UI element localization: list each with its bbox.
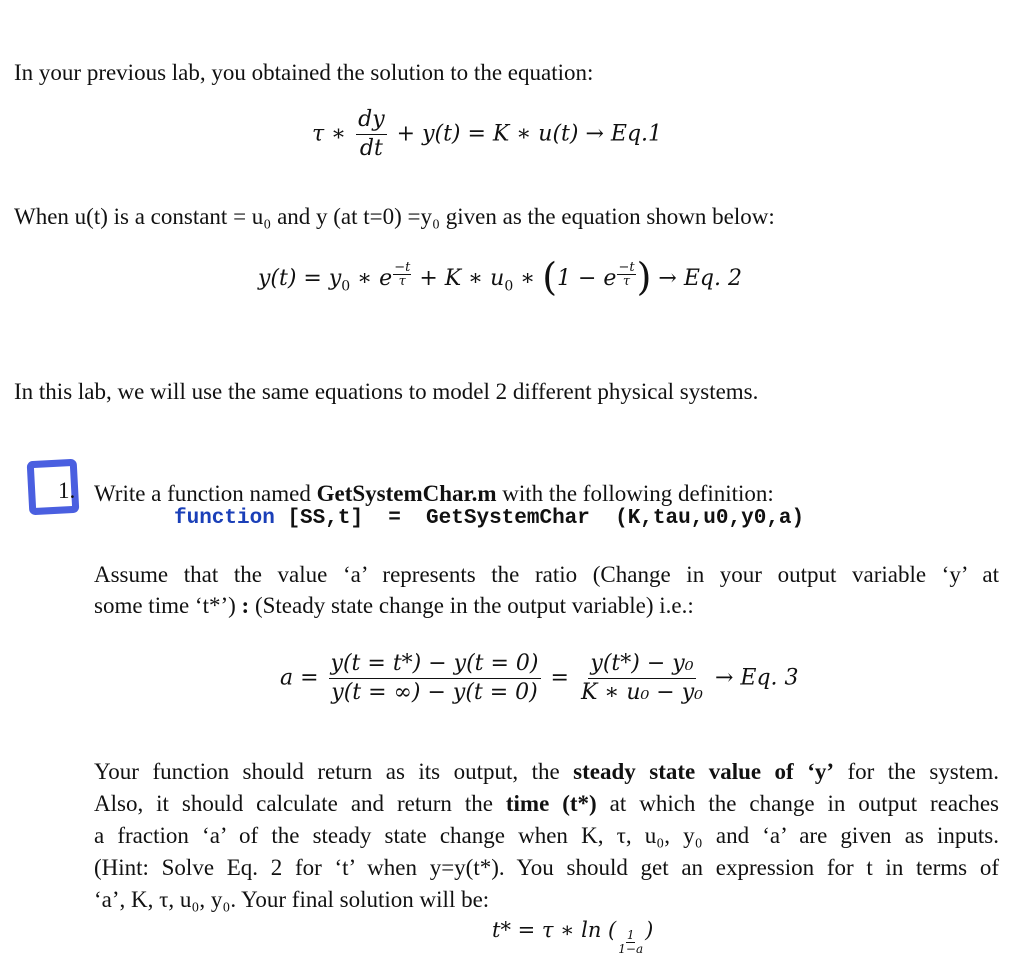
eq2-one-minus: 1 − e bbox=[557, 266, 617, 291]
output-l2-b: at which the change in output reaches bbox=[596, 791, 999, 816]
final-equation bbox=[492, 918, 653, 956]
models-text: In this lab, we will use the same equations to model 2 different physical systems. bbox=[14, 379, 759, 404]
eq3-num1: y(t = t*) − y(t = 0) bbox=[329, 650, 541, 679]
output-l1-b: for the system. bbox=[834, 759, 999, 784]
eq2-exponent-2 bbox=[617, 261, 635, 288]
final-den: 1−a bbox=[618, 942, 644, 956]
final-fraction bbox=[617, 929, 644, 956]
eq1-tau: τ ∗ bbox=[312, 121, 347, 147]
code-keyword: function bbox=[174, 507, 275, 530]
assume-colon: : bbox=[241, 593, 250, 618]
eq2-paren-open: ( bbox=[542, 255, 558, 299]
assume-line-2 bbox=[94, 590, 694, 622]
task-line-prefix: Write a function named bbox=[94, 481, 317, 506]
eq2-exp-minus-2: − bbox=[618, 260, 630, 275]
eq2-exp-num-2: t bbox=[629, 260, 635, 275]
output-l2-a: Also, it should calculate and return the bbox=[94, 791, 506, 816]
assume-line-2b: (Steady state change in the output variable) i.e.: bbox=[249, 593, 694, 618]
eq3-num2: y(t*) − y₀ bbox=[588, 650, 695, 679]
output-line-3: a fraction ‘a’ of the steady state change when K, τ, u₀, y₀ and ‘a’ are given as inputs. bbox=[94, 823, 999, 848]
output-line-2 bbox=[94, 788, 999, 819]
assume-line-1: Assume that the value ‘a’ represents the ratio (Change in your output variable ‘y’ at bbox=[94, 562, 999, 587]
eq2-exponent-1 bbox=[393, 261, 411, 288]
condition-text: When u(t) is a constant = u₀ and y (at t=0) =y₀ given as the equation shown below: bbox=[14, 204, 775, 229]
output-l1-bold: steady state value of ‘y’ bbox=[573, 759, 835, 784]
eq2-mid3: ∗ bbox=[520, 266, 536, 291]
eq3-lhs: a = bbox=[280, 665, 319, 691]
eq2-lhs: y(t) = y bbox=[258, 266, 342, 291]
eq1-fraction bbox=[356, 106, 387, 163]
eq2-exp-den-2: τ bbox=[622, 274, 631, 289]
eq2-tail: → Eq. 2 bbox=[658, 266, 742, 291]
eq3-den1: y(t = ∞) − y(t = 0) bbox=[331, 680, 538, 705]
eq3-fraction-2 bbox=[579, 650, 705, 707]
eq2-exp-num: t bbox=[405, 260, 411, 275]
eq3-den2: K ∗ u₀ − y₀ bbox=[580, 680, 703, 705]
output-l1-a: Your function should return as its output, the bbox=[94, 759, 574, 784]
final-close: ) bbox=[645, 918, 654, 942]
eq2-mid2: + K ∗ u bbox=[419, 266, 505, 291]
output-line-4: (Hint: Solve Eq. 2 for ‘t’ when y=y(t*). You should get an expression for t in terms of bbox=[94, 855, 999, 880]
eq2-exp-minus: − bbox=[394, 260, 406, 275]
eq2-paren-close: ) bbox=[636, 255, 652, 299]
eq1-denominator: dt bbox=[359, 136, 383, 161]
assume-line-2a: some time ‘t*’) bbox=[94, 593, 242, 618]
intro-text: In your previous lab, you obtained the solution to the equation: bbox=[14, 60, 594, 85]
eq1-numerator: dy bbox=[356, 106, 387, 135]
eq2-sub-0b: 0 bbox=[504, 278, 514, 295]
function-definition-code bbox=[174, 507, 804, 530]
task-line bbox=[94, 478, 774, 510]
eq2-exp-den: τ bbox=[398, 274, 406, 289]
equation-1 bbox=[312, 106, 662, 163]
eq2-sub-0: 0 bbox=[341, 278, 351, 295]
output-l2-bold: time (t*) bbox=[505, 791, 597, 816]
eq2-mid1: ∗ e bbox=[357, 266, 393, 291]
equation-2 bbox=[258, 255, 742, 299]
eq3-tail: → Eq. 3 bbox=[714, 665, 799, 691]
final-num: 1 bbox=[626, 928, 635, 942]
final-lhs: t* = τ ∗ ln ( bbox=[492, 918, 617, 942]
output-line-1 bbox=[94, 756, 999, 787]
output-line-5: ‘a’, K, τ, u₀, y₀. Your final solution will be: bbox=[94, 887, 490, 912]
eq3-equals: = bbox=[550, 665, 569, 691]
task-line-suffix: with the following definition: bbox=[496, 481, 774, 506]
task-number: 1. bbox=[58, 478, 76, 503]
equation-3 bbox=[280, 650, 799, 707]
eq1-rest: + y(t) = K ∗ u(t) → Eq.1 bbox=[396, 121, 663, 147]
function-name: GetSystemChar.m bbox=[316, 481, 497, 506]
eq3-fraction-1 bbox=[329, 650, 541, 707]
code-signature: [SS,t] = GetSystemChar (K,tau,u0,y0,a) bbox=[287, 507, 805, 530]
